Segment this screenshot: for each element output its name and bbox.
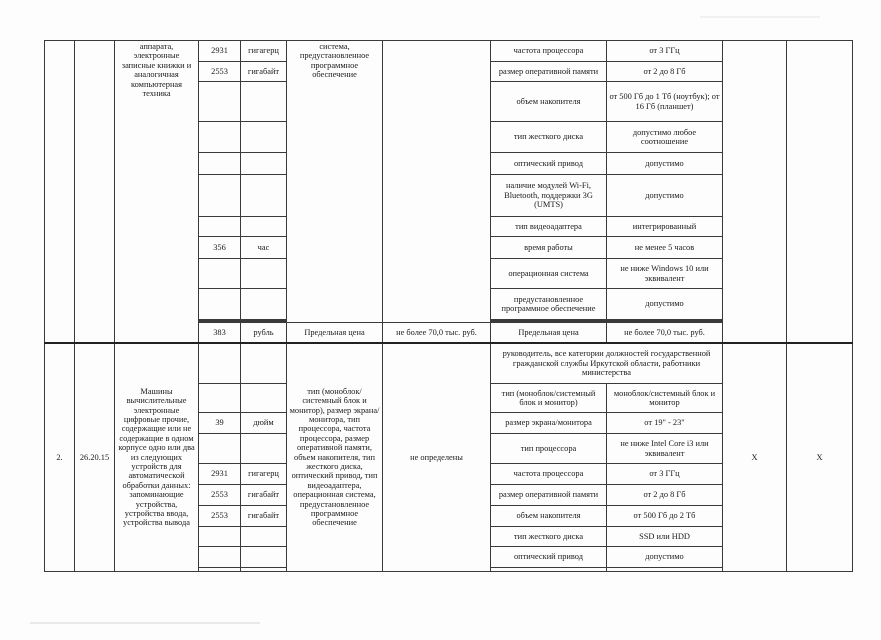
section2-unit-3: гигабайт xyxy=(241,506,287,527)
empty-cell xyxy=(199,289,241,320)
section2-okpd: 26.20.15 xyxy=(75,343,115,572)
empty-cell xyxy=(241,259,287,289)
section1-row-value: интегрированный xyxy=(607,217,723,237)
empty-cell xyxy=(199,122,241,153)
section2-row-value: не ниже Intel Core i3 или эквивалент xyxy=(607,434,723,464)
section2-row-name: оптический привод xyxy=(491,547,607,568)
section1-code-3: 383 xyxy=(199,323,241,343)
cell-okpd xyxy=(75,41,115,343)
empty-cell xyxy=(199,568,241,572)
scan-artifact xyxy=(700,16,820,18)
section1-price-label: Предельная цена xyxy=(287,323,383,343)
section2-row-name: частота процессора xyxy=(491,464,607,485)
section1-row-name: тип жесткого диска xyxy=(491,122,607,153)
empty-cell xyxy=(199,82,241,122)
section2-property: тип (моноблок/системный блок и монитор), размер экрана/монитора, тип процессора, частота процессора, размер оперативной памяти, объем накопителя, тип жесткого диска, оптический привод, тип видеоадаптера, операционная система, предустановленное программное обеспечение xyxy=(287,343,383,572)
section2-row-name: тип жесткого диска xyxy=(491,527,607,547)
section1-code-2: 356 xyxy=(199,237,241,259)
section1-extra-1 xyxy=(723,41,787,343)
empty-cell xyxy=(241,82,287,122)
section2-row-value: от 2 до 8 Гб xyxy=(607,485,723,506)
empty-cell xyxy=(199,217,241,237)
section1-row-value: допустимо xyxy=(607,289,723,320)
empty-cell xyxy=(241,153,287,175)
empty-cell xyxy=(199,384,241,413)
empty-cell xyxy=(199,434,241,464)
section1-row-name: тип видеоадаптера xyxy=(491,217,607,237)
section2-row-value: допустимо xyxy=(607,547,723,568)
section1-row-value: допустимо xyxy=(607,175,723,217)
section2-x-2: X xyxy=(787,343,853,572)
empty-cell xyxy=(199,547,241,568)
section1-row-value: не ниже Windows 10 или эквивалент xyxy=(607,259,723,289)
section1-row-value: допустимо xyxy=(607,153,723,175)
section1-code-0: 2931 xyxy=(199,41,241,62)
section2-value: не определены xyxy=(383,343,491,572)
section2-number: 2. xyxy=(45,343,75,572)
empty-cell xyxy=(241,175,287,217)
section2-row-name: тип процессора xyxy=(491,434,607,464)
section2-code-0: 39 xyxy=(199,413,241,434)
section1-row-name: объем накопителя xyxy=(491,82,607,122)
section1-row-value: от 2 до 8 Гб xyxy=(607,62,723,82)
empty-cell xyxy=(607,568,723,572)
section2-row-value: SSD или HDD xyxy=(607,527,723,547)
section1-property: система, предустановленное программное обеспечение xyxy=(287,41,383,323)
requirements-table xyxy=(44,40,853,572)
section1-row-value: допустимо любое соотношение xyxy=(607,122,723,153)
section1-row-name: Предельная цена xyxy=(491,323,607,343)
section1-code-1: 2553 xyxy=(199,62,241,82)
empty-cell xyxy=(241,384,287,413)
scan-artifact xyxy=(30,622,260,624)
empty-cell xyxy=(241,343,287,384)
section1-unit-0: гигагерц xyxy=(241,41,287,62)
empty-cell xyxy=(241,547,287,568)
empty-cell xyxy=(199,527,241,547)
empty-cell xyxy=(241,527,287,547)
empty-cell xyxy=(199,153,241,175)
section1-row-name: предустановленное программное обеспечение xyxy=(491,289,607,320)
section1-unit-3: рубль xyxy=(241,323,287,343)
section2-row-value: от 3 ГГц xyxy=(607,464,723,485)
empty-cell xyxy=(241,217,287,237)
section1-unit-2: час xyxy=(241,237,287,259)
section1-row-name: время работы xyxy=(491,237,607,259)
section1-price-value: не более 70,0 тыс. руб. xyxy=(383,323,491,343)
section2-row-name: размер экрана/монитора xyxy=(491,413,607,434)
table-row xyxy=(45,41,853,62)
empty-cell xyxy=(241,122,287,153)
section2-header: руководитель, все категории должностей государственной гражданской службы Иркутской области, работники министерства xyxy=(491,343,723,384)
section1-row-name: частота процессора xyxy=(491,41,607,62)
empty-cell xyxy=(241,434,287,464)
section2-row-name: объем накопителя xyxy=(491,506,607,527)
section1-row-name: оптический привод xyxy=(491,153,607,175)
section1-name: аппарата, электронные записные книжки и аналогичная компьютерная техника xyxy=(115,41,199,343)
section2-row-value: моноблок/системный блок и монитор xyxy=(607,384,723,413)
section2-unit-0: дюйм xyxy=(241,413,287,434)
section2-row-value: от 19" - 23" xyxy=(607,413,723,434)
section1-value xyxy=(383,41,491,323)
section2-code-1: 2931 xyxy=(199,464,241,485)
empty-cell xyxy=(199,343,241,384)
section2-row-name: тип (моноблок/системный блок и монитор) xyxy=(491,384,607,413)
section2-code-3: 2553 xyxy=(199,506,241,527)
empty-cell xyxy=(241,568,287,572)
section2-x-1: X xyxy=(723,343,787,572)
section1-unit-1: гигабайт xyxy=(241,62,287,82)
section1-row-value: от 500 Гб до 1 Тб (ноутбук); от 16 Гб (планшет) xyxy=(607,82,723,122)
empty-cell xyxy=(491,568,607,572)
section1-row-value: не более 70,0 тыс. руб. xyxy=(607,323,723,343)
cell-number xyxy=(45,41,75,343)
section1-row-name: операционная система xyxy=(491,259,607,289)
empty-cell xyxy=(241,289,287,320)
section2-name: Машины вычислительные электронные цифровые прочие, содержащие или не содержащие в одном корпусе одно или два из следующих устройств для автоматической обработки данных: запоминающие устройства, устройства ввода, устройства вывода xyxy=(115,343,199,572)
section1-row-name: размер оперативной памяти xyxy=(491,62,607,82)
section2-row-name: размер оперативной памяти xyxy=(491,485,607,506)
empty-cell xyxy=(199,259,241,289)
section1-row-value: от 3 ГГц xyxy=(607,41,723,62)
section1-row-value: не менее 5 часов xyxy=(607,237,723,259)
section2-row-value: от 500 Гб до 2 Тб xyxy=(607,506,723,527)
section1-extra-2 xyxy=(787,41,853,343)
empty-cell xyxy=(199,175,241,217)
section2-unit-2: гигабайт xyxy=(241,485,287,506)
section1-row-name: наличие модулей Wi-Fi, Bluetooth, поддержки 3G (UMTS) xyxy=(491,175,607,217)
table-row xyxy=(45,343,853,384)
section2-unit-1: гигагерц xyxy=(241,464,287,485)
section2-code-2: 2553 xyxy=(199,485,241,506)
